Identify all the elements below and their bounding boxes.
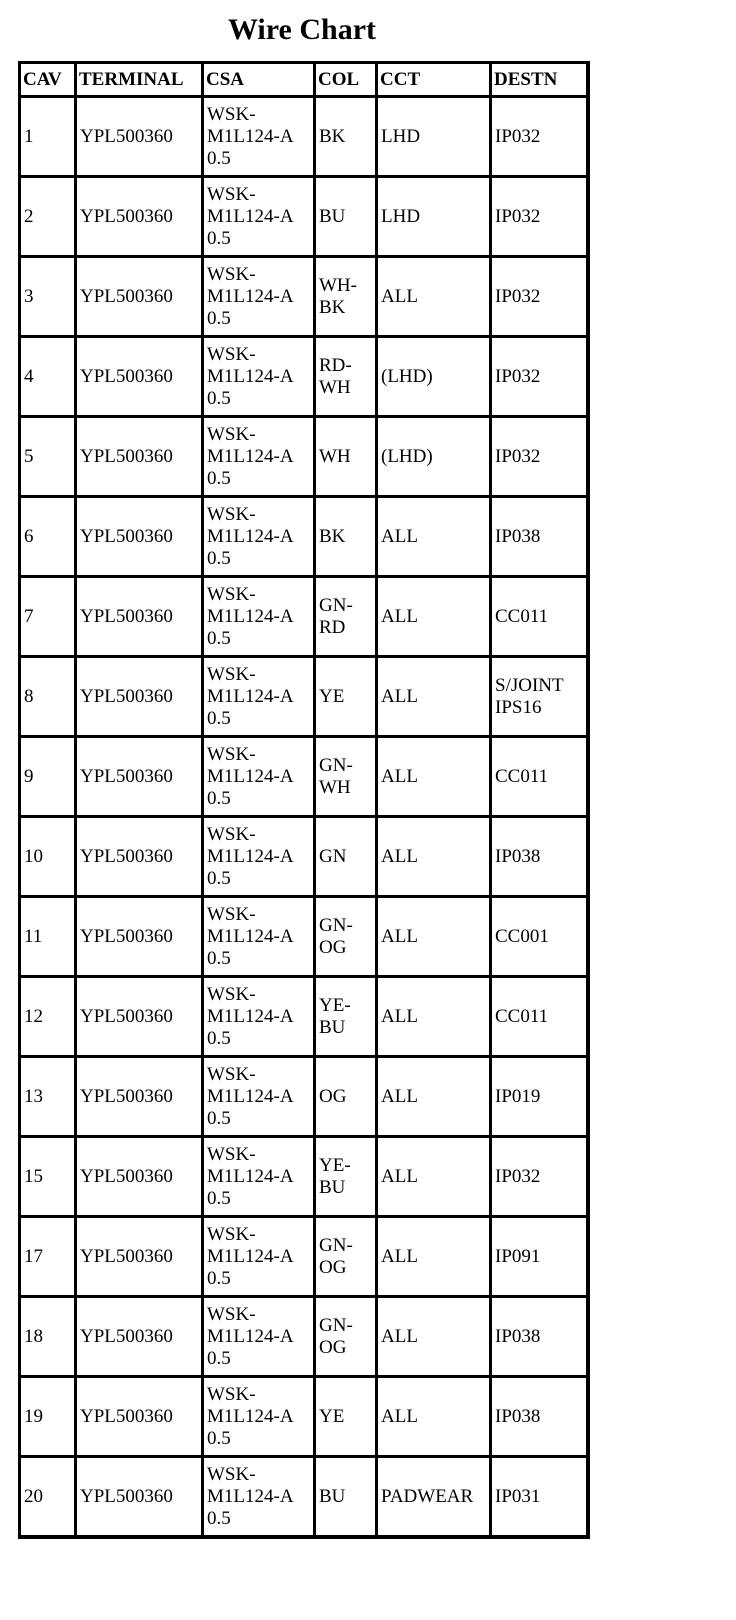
cell-destn bbox=[491, 1297, 588, 1377]
cell-col-line: GN- bbox=[319, 1234, 353, 1256]
cell-terminal: YPL500360 bbox=[76, 897, 203, 977]
cell-col-line: GN- bbox=[319, 594, 353, 616]
cell-csa-line: M1L124-A bbox=[207, 1085, 294, 1107]
cell-destn-line: S/JOINT bbox=[495, 674, 564, 696]
cell-terminal: YPL500360 bbox=[76, 1217, 203, 1297]
cell-terminal: YPL500360 bbox=[76, 1057, 203, 1137]
cell-csa-line: M1L124-A bbox=[207, 1485, 294, 1507]
cell-col-line: YE- bbox=[319, 1154, 351, 1176]
cell-csa-line: WSK- bbox=[207, 903, 256, 925]
header-cav: CAV bbox=[20, 63, 76, 97]
cell-col bbox=[315, 577, 377, 657]
cell-col bbox=[315, 1377, 377, 1457]
cell-destn bbox=[491, 977, 588, 1057]
cell-cav: 4 bbox=[20, 337, 76, 417]
cell-csa-line: WSK- bbox=[207, 1303, 256, 1325]
cell-csa-line: M1L124-A bbox=[207, 605, 294, 627]
cell-col-line: WH bbox=[319, 376, 351, 398]
cell-col-line: WH- bbox=[319, 274, 357, 296]
cell-destn-line: IP038 bbox=[495, 845, 541, 867]
table-row bbox=[20, 737, 588, 817]
cell-terminal: YPL500360 bbox=[76, 817, 203, 897]
cell-csa bbox=[203, 97, 315, 177]
cell-terminal: YPL500360 bbox=[76, 417, 203, 497]
cell-col-line: WH bbox=[319, 445, 351, 467]
cell-destn-line: CC011 bbox=[495, 1005, 549, 1027]
table-row bbox=[20, 497, 588, 577]
table-body bbox=[20, 97, 588, 1537]
cell-csa-line: M1L124-A bbox=[207, 765, 294, 787]
cell-csa-line: 0.5 bbox=[207, 787, 231, 809]
cell-csa-line: WSK- bbox=[207, 503, 256, 525]
cell-cct: ALL bbox=[377, 1057, 491, 1137]
header-col: COL bbox=[315, 63, 377, 97]
cell-destn bbox=[491, 337, 588, 417]
cell-col-line: WH bbox=[319, 776, 351, 798]
cell-terminal: YPL500360 bbox=[76, 497, 203, 577]
cell-col bbox=[315, 417, 377, 497]
cell-col-line: BU bbox=[319, 1485, 346, 1507]
cell-csa-line: 0.5 bbox=[207, 1187, 231, 1209]
cell-csa bbox=[203, 977, 315, 1057]
cell-csa-line: WSK- bbox=[207, 1143, 256, 1165]
cell-destn bbox=[491, 657, 588, 737]
cell-csa-line: M1L124-A bbox=[207, 525, 294, 547]
cell-cav: 13 bbox=[20, 1057, 76, 1137]
table-row bbox=[20, 577, 588, 657]
cell-csa-line: 0.5 bbox=[207, 947, 231, 969]
cell-col-line: GN- bbox=[319, 1314, 353, 1336]
cell-cct: ALL bbox=[377, 817, 491, 897]
cell-cct: LHD bbox=[377, 177, 491, 257]
cell-destn-line: CC011 bbox=[495, 765, 549, 787]
table-row bbox=[20, 657, 588, 737]
cell-destn bbox=[491, 497, 588, 577]
cell-terminal: YPL500360 bbox=[76, 337, 203, 417]
cell-destn-line: IP091 bbox=[495, 1245, 541, 1267]
cell-csa-line: 0.5 bbox=[207, 1027, 231, 1049]
cell-terminal: YPL500360 bbox=[76, 1297, 203, 1377]
cell-terminal: YPL500360 bbox=[76, 177, 203, 257]
cell-cct: ALL bbox=[377, 657, 491, 737]
cell-col bbox=[315, 337, 377, 417]
cell-col bbox=[315, 497, 377, 577]
header-csa: CSA bbox=[203, 63, 315, 97]
cell-csa-line: 0.5 bbox=[207, 627, 231, 649]
cell-col-line: BU bbox=[319, 205, 346, 227]
header-destn: DESTN bbox=[491, 63, 588, 97]
cell-csa-line: M1L124-A bbox=[207, 1245, 294, 1267]
cell-col bbox=[315, 657, 377, 737]
cell-cct: ALL bbox=[377, 1297, 491, 1377]
cell-csa-line: 0.5 bbox=[207, 1347, 231, 1369]
cell-terminal: YPL500360 bbox=[76, 737, 203, 817]
table-row bbox=[20, 177, 588, 257]
cell-col bbox=[315, 257, 377, 337]
cell-terminal: YPL500360 bbox=[76, 1137, 203, 1217]
cell-col bbox=[315, 97, 377, 177]
cell-col bbox=[315, 817, 377, 897]
cell-csa-line: 0.5 bbox=[207, 1267, 231, 1289]
cell-csa bbox=[203, 417, 315, 497]
cell-csa-line: 0.5 bbox=[207, 707, 231, 729]
cell-cav: 11 bbox=[20, 897, 76, 977]
cell-col-line: BU bbox=[319, 1176, 346, 1198]
cell-csa-line: M1L124-A bbox=[207, 1165, 294, 1187]
cell-col bbox=[315, 1457, 377, 1537]
cell-csa-line: M1L124-A bbox=[207, 285, 294, 307]
cell-cav: 2 bbox=[20, 177, 76, 257]
cell-cct: ALL bbox=[377, 737, 491, 817]
cell-cct: ALL bbox=[377, 897, 491, 977]
cell-csa-line: M1L124-A bbox=[207, 125, 294, 147]
cell-destn-line: CC001 bbox=[495, 925, 549, 947]
cell-csa-line: M1L124-A bbox=[207, 1325, 294, 1347]
cell-csa-line: WSK- bbox=[207, 1223, 256, 1245]
cell-cav: 18 bbox=[20, 1297, 76, 1377]
cell-csa-line: WSK- bbox=[207, 983, 256, 1005]
table-header-row bbox=[20, 63, 588, 97]
table-row bbox=[20, 977, 588, 1057]
cell-col-line: OG bbox=[319, 936, 347, 958]
cell-csa bbox=[203, 1297, 315, 1377]
cell-cav: 1 bbox=[20, 97, 76, 177]
cell-destn-line: IPS16 bbox=[495, 696, 542, 718]
cell-csa-line: WSK- bbox=[207, 1463, 256, 1485]
cell-col-line: BK bbox=[319, 525, 346, 547]
cell-csa-line: 0.5 bbox=[207, 307, 231, 329]
cell-cct: ALL bbox=[377, 1217, 491, 1297]
cell-csa bbox=[203, 1217, 315, 1297]
cell-csa bbox=[203, 257, 315, 337]
cell-destn-line: IP032 bbox=[495, 445, 541, 467]
cell-col-line: GN- bbox=[319, 914, 353, 936]
cell-csa-line: WSK- bbox=[207, 663, 256, 685]
cell-csa bbox=[203, 1377, 315, 1457]
cell-cct: ALL bbox=[377, 257, 491, 337]
cell-csa-line: 0.5 bbox=[207, 227, 231, 249]
cell-col bbox=[315, 1297, 377, 1377]
cell-col bbox=[315, 1057, 377, 1137]
cell-terminal: YPL500360 bbox=[76, 657, 203, 737]
cell-destn bbox=[491, 737, 588, 817]
cell-cav: 10 bbox=[20, 817, 76, 897]
cell-csa bbox=[203, 337, 315, 417]
cell-csa-line: 0.5 bbox=[207, 387, 231, 409]
cell-csa-line: M1L124-A bbox=[207, 845, 294, 867]
cell-cav: 5 bbox=[20, 417, 76, 497]
table-row bbox=[20, 1297, 588, 1377]
table-row bbox=[20, 1457, 588, 1537]
cell-csa bbox=[203, 497, 315, 577]
cell-csa-line: WSK- bbox=[207, 583, 256, 605]
table-row bbox=[20, 337, 588, 417]
cell-csa bbox=[203, 177, 315, 257]
cell-csa-line: 0.5 bbox=[207, 467, 231, 489]
cell-destn bbox=[491, 1217, 588, 1297]
cell-csa-line: M1L124-A bbox=[207, 685, 294, 707]
cell-csa bbox=[203, 897, 315, 977]
cell-csa-line: 0.5 bbox=[207, 547, 231, 569]
cell-csa-line: 0.5 bbox=[207, 867, 231, 889]
cell-destn bbox=[491, 897, 588, 977]
cell-cav: 9 bbox=[20, 737, 76, 817]
cell-destn-line: CC011 bbox=[495, 605, 549, 627]
cell-csa-line: WSK- bbox=[207, 1063, 256, 1085]
cell-csa-line: WSK- bbox=[207, 103, 256, 125]
cell-col-line: YE bbox=[319, 1405, 345, 1427]
table-row bbox=[20, 1137, 588, 1217]
cell-col-line: GN bbox=[319, 845, 347, 867]
cell-col bbox=[315, 897, 377, 977]
cell-csa bbox=[203, 817, 315, 897]
table-row bbox=[20, 1377, 588, 1457]
table-row bbox=[20, 897, 588, 977]
table-row bbox=[20, 1217, 588, 1297]
cell-col-line: RD- bbox=[319, 354, 352, 376]
wire-chart-table bbox=[18, 61, 590, 1539]
cell-col-line: OG bbox=[319, 1085, 347, 1107]
cell-cav: 3 bbox=[20, 257, 76, 337]
cell-destn-line: IP032 bbox=[495, 205, 541, 227]
cell-destn bbox=[491, 417, 588, 497]
cell-col bbox=[315, 737, 377, 817]
table-row bbox=[20, 417, 588, 497]
cell-terminal: YPL500360 bbox=[76, 577, 203, 657]
cell-cav: 8 bbox=[20, 657, 76, 737]
cell-col-line: BK bbox=[319, 125, 346, 147]
cell-csa bbox=[203, 1457, 315, 1537]
table-row bbox=[20, 817, 588, 897]
cell-cct: ALL bbox=[377, 1137, 491, 1217]
cell-csa-line: M1L124-A bbox=[207, 925, 294, 947]
cell-destn-line: IP019 bbox=[495, 1085, 541, 1107]
cell-col bbox=[315, 1217, 377, 1297]
cell-cct: PADWEAR bbox=[377, 1457, 491, 1537]
cell-col-line: YE- bbox=[319, 994, 351, 1016]
cell-col bbox=[315, 1137, 377, 1217]
cell-csa-line: 0.5 bbox=[207, 1107, 231, 1129]
cell-terminal: YPL500360 bbox=[76, 257, 203, 337]
cell-csa-line: M1L124-A bbox=[207, 365, 294, 387]
cell-destn bbox=[491, 1137, 588, 1217]
cell-csa-line: M1L124-A bbox=[207, 1005, 294, 1027]
cell-destn-line: IP031 bbox=[495, 1485, 541, 1507]
cell-destn-line: IP038 bbox=[495, 1325, 541, 1347]
cell-destn-line: IP032 bbox=[495, 285, 541, 307]
cell-destn bbox=[491, 817, 588, 897]
cell-csa bbox=[203, 577, 315, 657]
cell-csa bbox=[203, 1057, 315, 1137]
cell-csa bbox=[203, 737, 315, 817]
cell-destn bbox=[491, 97, 588, 177]
cell-terminal: YPL500360 bbox=[76, 97, 203, 177]
cell-destn bbox=[491, 577, 588, 657]
cell-csa-line: 0.5 bbox=[207, 1507, 231, 1529]
cell-cav: 12 bbox=[20, 977, 76, 1057]
cell-csa-line: WSK- bbox=[207, 423, 256, 445]
cell-cav: 7 bbox=[20, 577, 76, 657]
cell-destn bbox=[491, 177, 588, 257]
cell-csa-line: 0.5 bbox=[207, 147, 231, 169]
cell-destn bbox=[491, 1457, 588, 1537]
cell-col-line: OG bbox=[319, 1256, 347, 1278]
cell-cav: 6 bbox=[20, 497, 76, 577]
cell-cav: 20 bbox=[20, 1457, 76, 1537]
cell-csa bbox=[203, 657, 315, 737]
cell-cct: ALL bbox=[377, 577, 491, 657]
cell-col-line: RD bbox=[319, 616, 346, 638]
cell-col bbox=[315, 977, 377, 1057]
cell-cct: ALL bbox=[377, 497, 491, 577]
cell-destn-line: IP032 bbox=[495, 1165, 541, 1187]
cell-destn bbox=[491, 257, 588, 337]
cell-cct: ALL bbox=[377, 1377, 491, 1457]
cell-col-line: BK bbox=[319, 296, 346, 318]
cell-cct: ALL bbox=[377, 977, 491, 1057]
cell-csa-line: WSK- bbox=[207, 743, 256, 765]
cell-cct: (LHD) bbox=[377, 337, 491, 417]
cell-csa-line: WSK- bbox=[207, 823, 256, 845]
cell-cct: (LHD) bbox=[377, 417, 491, 497]
cell-csa-line: WSK- bbox=[207, 263, 256, 285]
table-row bbox=[20, 257, 588, 337]
cell-csa-line: 0.5 bbox=[207, 1427, 231, 1449]
page-title: Wire Chart bbox=[227, 13, 377, 46]
cell-destn-line: IP032 bbox=[495, 125, 541, 147]
cell-csa-line: M1L124-A bbox=[207, 205, 294, 227]
cell-csa-line: WSK- bbox=[207, 183, 256, 205]
header-terminal: TERMINAL bbox=[76, 63, 203, 97]
cell-col-line: OG bbox=[319, 1336, 347, 1358]
cell-col-line: BU bbox=[319, 1016, 346, 1038]
cell-csa-line: M1L124-A bbox=[207, 1405, 294, 1427]
table-row bbox=[20, 1057, 588, 1137]
cell-destn bbox=[491, 1377, 588, 1457]
header-cct: CCT bbox=[377, 63, 491, 97]
cell-cav: 17 bbox=[20, 1217, 76, 1297]
cell-destn bbox=[491, 1057, 588, 1137]
cell-csa bbox=[203, 1137, 315, 1217]
cell-col-line: GN- bbox=[319, 754, 353, 776]
cell-col bbox=[315, 177, 377, 257]
cell-cav: 19 bbox=[20, 1377, 76, 1457]
cell-terminal: YPL500360 bbox=[76, 1377, 203, 1457]
cell-terminal: YPL500360 bbox=[76, 977, 203, 1057]
cell-csa-line: WSK- bbox=[207, 1383, 256, 1405]
cell-destn-line: IP038 bbox=[495, 525, 541, 547]
cell-destn-line: IP032 bbox=[495, 365, 541, 387]
table-row bbox=[20, 97, 588, 177]
cell-csa-line: M1L124-A bbox=[207, 445, 294, 467]
cell-csa-line: WSK- bbox=[207, 343, 256, 365]
cell-terminal: YPL500360 bbox=[76, 1457, 203, 1537]
cell-cav: 15 bbox=[20, 1137, 76, 1217]
cell-destn-line: IP038 bbox=[495, 1405, 541, 1427]
cell-col-line: YE bbox=[319, 685, 345, 707]
cell-cct: LHD bbox=[377, 97, 491, 177]
